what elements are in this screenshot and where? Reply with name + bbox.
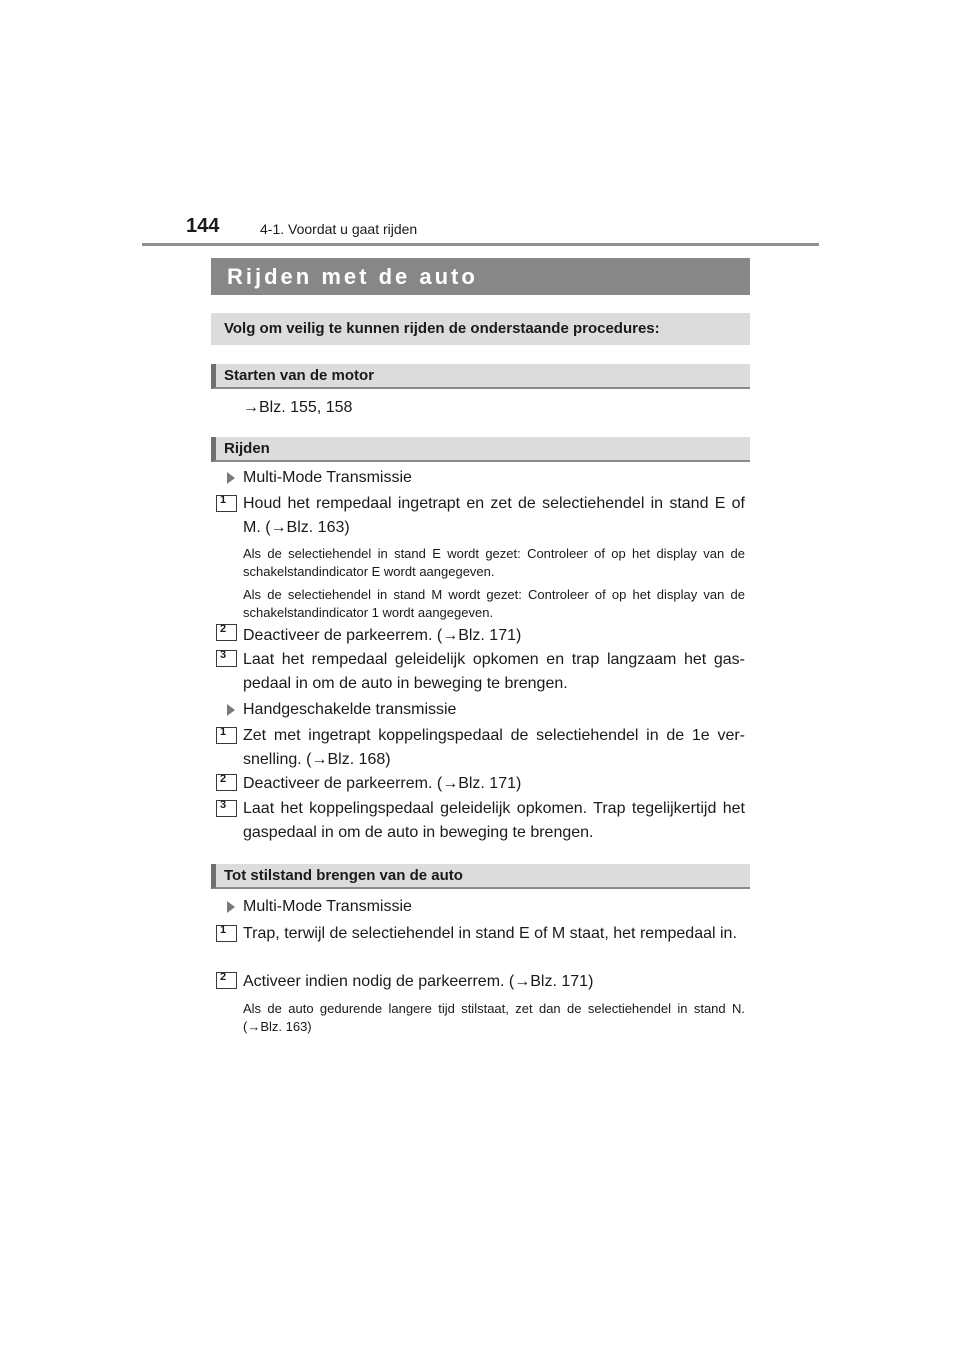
driving-manual-step-3: Laat het koppelingspedaal geleidelijk opkomen. Trap tegelijkertijd het gaspedaal in om de auto in beweging te brengen. bbox=[243, 800, 745, 841]
heading-starting-engine: Starten van de motor bbox=[211, 364, 750, 389]
driving-mm-note-2: Als de selectiehendel in stand M wordt gezet: Controleer of op het display van de schakelstandindicator 1 wordt aangegeven. bbox=[243, 587, 745, 620]
step-number-box: 1 bbox=[216, 727, 237, 744]
step-number-box: 1 bbox=[216, 925, 237, 942]
stopping-mm-label: Multi-Mode Transmissie bbox=[243, 898, 412, 915]
intro-banner: Volg om veilig te kunnen rijden de onderstaande procedures: bbox=[211, 313, 750, 345]
heading-stopping: Tot stilstand brengen van de auto bbox=[211, 864, 750, 889]
driving-mm-step-1: Houd het rempedaal ingetrapt en zet de selectiehendel in stand E of M. (→Blz. 163) bbox=[243, 495, 745, 536]
driving-mm-label: Multi-Mode Transmissie bbox=[243, 469, 412, 486]
step-number-box: 3 bbox=[216, 800, 237, 817]
triangle-bullet-icon bbox=[227, 704, 235, 716]
step-number-box: 2 bbox=[216, 972, 237, 989]
step-number-box: 1 bbox=[216, 495, 237, 512]
header-divider bbox=[142, 243, 819, 246]
driving-mm-step-3: Laat het rempedaal geleidelijk opkomen en trap langzaam het gas-pedaal in om de auto in beweging te brengen. bbox=[243, 651, 745, 692]
page-title: Rijden met de auto bbox=[211, 258, 750, 295]
stopping-mm-step-2: Activeer indien nodig de parkeerrem. (→Blz. 171) bbox=[243, 973, 594, 990]
driving-mm-note-1: Als de selectiehendel in stand E wordt gezet: Controleer of op het display van de schakelstandindicator E wordt aangegeven. bbox=[243, 546, 745, 579]
step-number-box: 2 bbox=[216, 774, 237, 791]
driving-mm-step-2: Deactiveer de parkeerrem. (→Blz. 171) bbox=[243, 627, 522, 644]
triangle-bullet-icon bbox=[227, 901, 235, 913]
driving-manual-step-2: Deactiveer de parkeerrem. (→Blz. 171) bbox=[243, 775, 522, 792]
page-number: 144 bbox=[186, 215, 220, 237]
heading-driving: Rijden bbox=[211, 437, 750, 462]
section-label: 4-1. Voordat u gaat rijden bbox=[260, 221, 418, 237]
driving-manual-step-1: Zet met ingetrapt koppelingspedaal de selectiehendel in de 1e ver-snelling. (→Blz. 168) bbox=[243, 727, 745, 768]
stopping-mm-step-1: Trap, terwijl de selectiehendel in stand E of M staat, het rempedaal in. bbox=[243, 925, 737, 942]
step-number-box: 3 bbox=[216, 650, 237, 667]
driving-manual-label: Handgeschakelde transmissie bbox=[243, 701, 457, 718]
step-number-box: 2 bbox=[216, 624, 237, 641]
starting-reference-link[interactable]: →Blz. 155, 158 bbox=[243, 399, 353, 416]
triangle-bullet-icon bbox=[227, 472, 235, 484]
stopping-mm-note: Als de auto gedurende langere tijd stilstaat, zet dan de selectiehendel in stand N. (→Blz. 163) bbox=[243, 1001, 745, 1034]
